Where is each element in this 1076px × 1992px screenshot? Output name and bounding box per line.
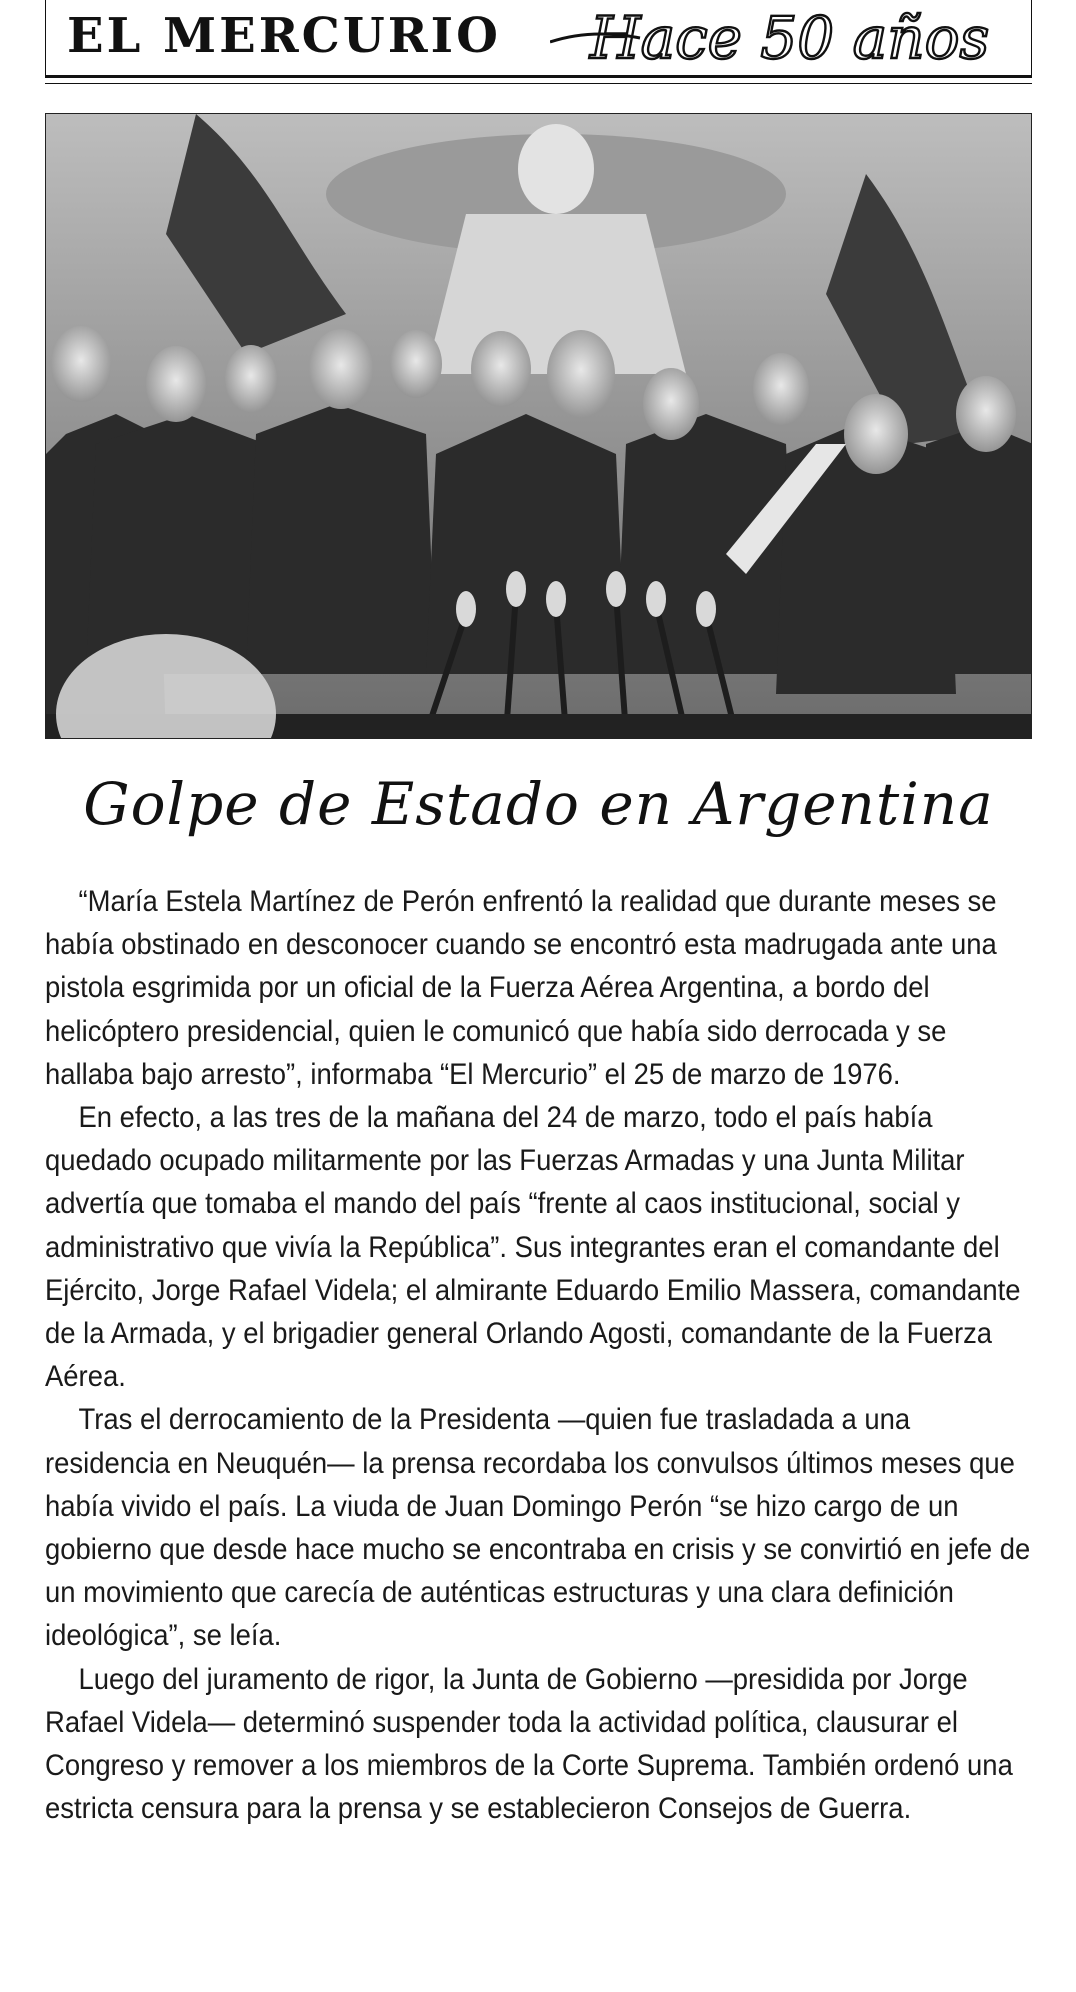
article-paragraph: “María Estela Martínez de Perón enfrentó la realidad que durante meses se había obstinado en desconocer cuando se encontró esta madrugada ante una pistola esgrimida por un oficial de la Fuerza Aérea Argentina, a bordo del helicóptero presidencial, quien le comunicó que había sido derrocada y se hallaba bajo arresto”, informaba “El Mercurio” el 25 de marzo de 1976.	[45, 885, 997, 1091]
masthead	[45, 0, 1032, 78]
article-paragraph: Luego del juramento de rigor, la Junta de Gobierno —presidida por Jorge Rafael Videla— determinó suspender toda la actividad política, clausurar el Congreso y remover a los miembros de la Corte Suprema. También ordenó una estricta censura para la prensa y se establecieron Consejos de Guerra.	[45, 1662, 1013, 1826]
photo-illustration	[46, 114, 1032, 739]
article-paragraph: Tras el derrocamiento de la Presidenta —quien fue trasladada a una residencia en Neuquén— la prensa recordaba los convulsos últimos meses que había vivido el país. La viuda de Juan Domingo Perón “se hizo cargo de un gobierno que desde hace mucho se encontraba en crisis y se convirtió en jefe de un movimiento que carecía de auténticas estructuras y una clara definición ideológica”, se leía.	[45, 1403, 1031, 1653]
article-paragraph: En efecto, a las tres de la mañana del 24 de marzo, todo el país había quedado ocupado militarmente por las Fuerzas Armadas y una Junta Militar advertía que tomaba el mando del país “frente al caos institucional, social y administrativo que vivía la República”. Sus integrantes eran el comandante del Ejército, Jorge Rafael Videla; el almirante Eduardo Emilio Massera, comandante de la Armada, y el brigadier general Orlando Agosti, comandante de la Fuerza Aérea.	[45, 1101, 1021, 1394]
section-script-text: Hace 50 años	[590, 4, 990, 72]
lead-photo	[45, 113, 1032, 739]
article-body	[45, 880, 1031, 1830]
newspaper-brand: EL MERCURIO	[67, 8, 501, 64]
section-script-title	[550, 2, 1050, 74]
masthead-left-rule	[45, 0, 46, 75]
article-headline: Golpe de Estado en Argentina	[83, 770, 994, 838]
